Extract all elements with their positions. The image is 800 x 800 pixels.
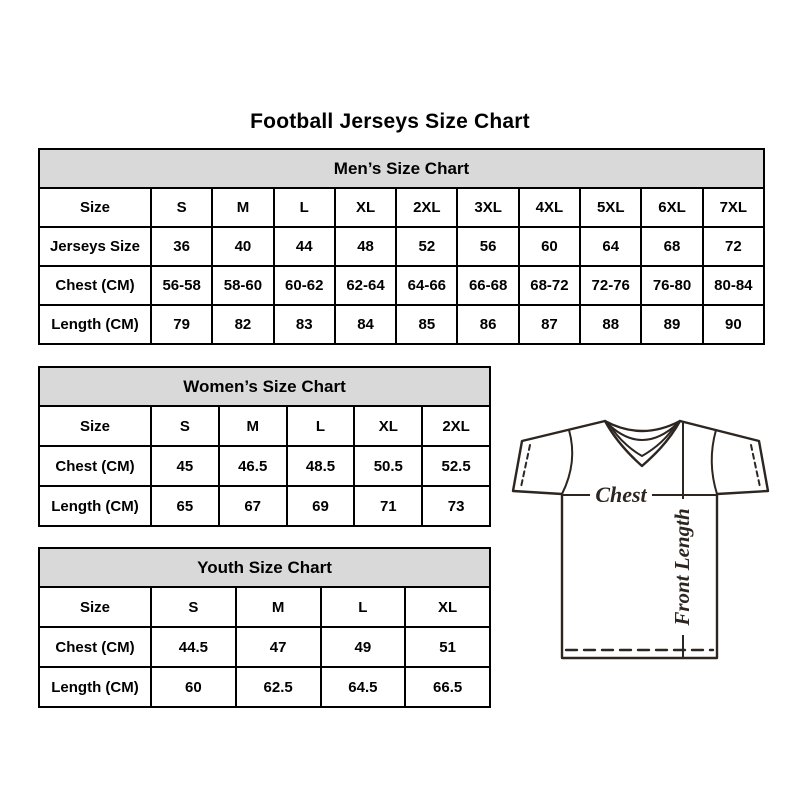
cell-value: 44.5 xyxy=(151,627,236,667)
column-header: 7XL xyxy=(703,188,764,227)
table-row xyxy=(39,587,490,627)
cell-value: 46.5 xyxy=(219,446,287,486)
column-header: L xyxy=(274,188,335,227)
cell-value: 88 xyxy=(580,305,641,344)
cell-value: 83 xyxy=(274,305,335,344)
row-label: Size xyxy=(39,406,151,446)
cell-value: 76-80 xyxy=(641,266,702,305)
cell-value: 90 xyxy=(703,305,764,344)
cell-value: 40 xyxy=(212,227,273,266)
table-row xyxy=(39,486,490,526)
cell-value: 72-76 xyxy=(580,266,641,305)
cell-value: 36 xyxy=(151,227,212,266)
cell-value: 44 xyxy=(274,227,335,266)
table-row xyxy=(39,627,490,667)
cell-value: 69 xyxy=(287,486,355,526)
column-header: S xyxy=(151,406,219,446)
cell-value: 79 xyxy=(151,305,212,344)
cell-value: 87 xyxy=(519,305,580,344)
cell-value: 60 xyxy=(151,667,236,707)
cell-value: 48.5 xyxy=(287,446,355,486)
column-header: XL xyxy=(335,188,396,227)
table-row xyxy=(39,667,490,707)
cell-value: 71 xyxy=(354,486,422,526)
cell-value: 60-62 xyxy=(274,266,335,305)
page-title: Football Jerseys Size Chart xyxy=(250,110,530,134)
column-header: S xyxy=(151,587,236,627)
cell-value: 49 xyxy=(321,627,406,667)
column-header: 6XL xyxy=(641,188,702,227)
cell-value: 62-64 xyxy=(335,266,396,305)
column-header: 5XL xyxy=(580,188,641,227)
table-row xyxy=(39,227,764,266)
cell-value: 64-66 xyxy=(396,266,457,305)
column-header: XL xyxy=(354,406,422,446)
row-label: Size xyxy=(39,188,151,227)
row-label: Size xyxy=(39,587,151,627)
column-header: M xyxy=(236,587,321,627)
cell-value: 73 xyxy=(422,486,490,526)
chest-label: Chest xyxy=(595,482,647,507)
womens-size-table xyxy=(38,366,491,527)
column-header: 4XL xyxy=(519,188,580,227)
column-header: 3XL xyxy=(457,188,518,227)
table-row xyxy=(39,266,764,305)
column-header: XL xyxy=(405,587,490,627)
column-header: L xyxy=(287,406,355,446)
row-label: Chest (CM) xyxy=(39,266,151,305)
cell-value: 66.5 xyxy=(405,667,490,707)
cell-value: 85 xyxy=(396,305,457,344)
cell-value: 82 xyxy=(212,305,273,344)
cell-value: 60 xyxy=(519,227,580,266)
cell-value: 47 xyxy=(236,627,321,667)
cell-value: 64 xyxy=(580,227,641,266)
column-header: M xyxy=(219,406,287,446)
cell-value: 50.5 xyxy=(354,446,422,486)
mens-size-table xyxy=(38,148,765,345)
cell-value: 68-72 xyxy=(519,266,580,305)
column-header: 2XL xyxy=(422,406,490,446)
table-row xyxy=(39,305,764,344)
row-label: Length (CM) xyxy=(39,667,151,707)
table-row xyxy=(39,188,764,227)
jersey-measurement-diagram xyxy=(505,398,775,666)
cell-value: 72 xyxy=(703,227,764,266)
cell-value: 58-60 xyxy=(212,266,273,305)
cell-value: 65 xyxy=(151,486,219,526)
column-header: 2XL xyxy=(396,188,457,227)
front-length-label: Front Length xyxy=(670,508,694,626)
column-header: M xyxy=(212,188,273,227)
table-title: Men’s Size Chart xyxy=(39,149,764,188)
cell-value: 51 xyxy=(405,627,490,667)
cell-value: 56-58 xyxy=(151,266,212,305)
table-title: Youth Size Chart xyxy=(39,548,490,587)
row-label: Jerseys Size xyxy=(39,227,151,266)
jersey-outline xyxy=(513,421,768,658)
cell-value: 52.5 xyxy=(422,446,490,486)
cell-value: 64.5 xyxy=(321,667,406,707)
cell-value: 80-84 xyxy=(703,266,764,305)
jersey-diagram-svg xyxy=(505,398,775,666)
column-header: L xyxy=(321,587,406,627)
column-header: S xyxy=(151,188,212,227)
table-title: Women’s Size Chart xyxy=(39,367,490,406)
cell-value: 68 xyxy=(641,227,702,266)
row-label: Length (CM) xyxy=(39,305,151,344)
cell-value: 89 xyxy=(641,305,702,344)
cell-value: 48 xyxy=(335,227,396,266)
cell-value: 86 xyxy=(457,305,518,344)
cell-value: 45 xyxy=(151,446,219,486)
cell-value: 56 xyxy=(457,227,518,266)
youth-size-table xyxy=(38,547,491,708)
cell-value: 66-68 xyxy=(457,266,518,305)
cell-value: 84 xyxy=(335,305,396,344)
cell-value: 52 xyxy=(396,227,457,266)
row-label: Chest (CM) xyxy=(39,446,151,486)
row-label: Chest (CM) xyxy=(39,627,151,667)
cell-value: 67 xyxy=(219,486,287,526)
cell-value: 62.5 xyxy=(236,667,321,707)
table-row xyxy=(39,406,490,446)
row-label: Length (CM) xyxy=(39,486,151,526)
table-row xyxy=(39,446,490,486)
